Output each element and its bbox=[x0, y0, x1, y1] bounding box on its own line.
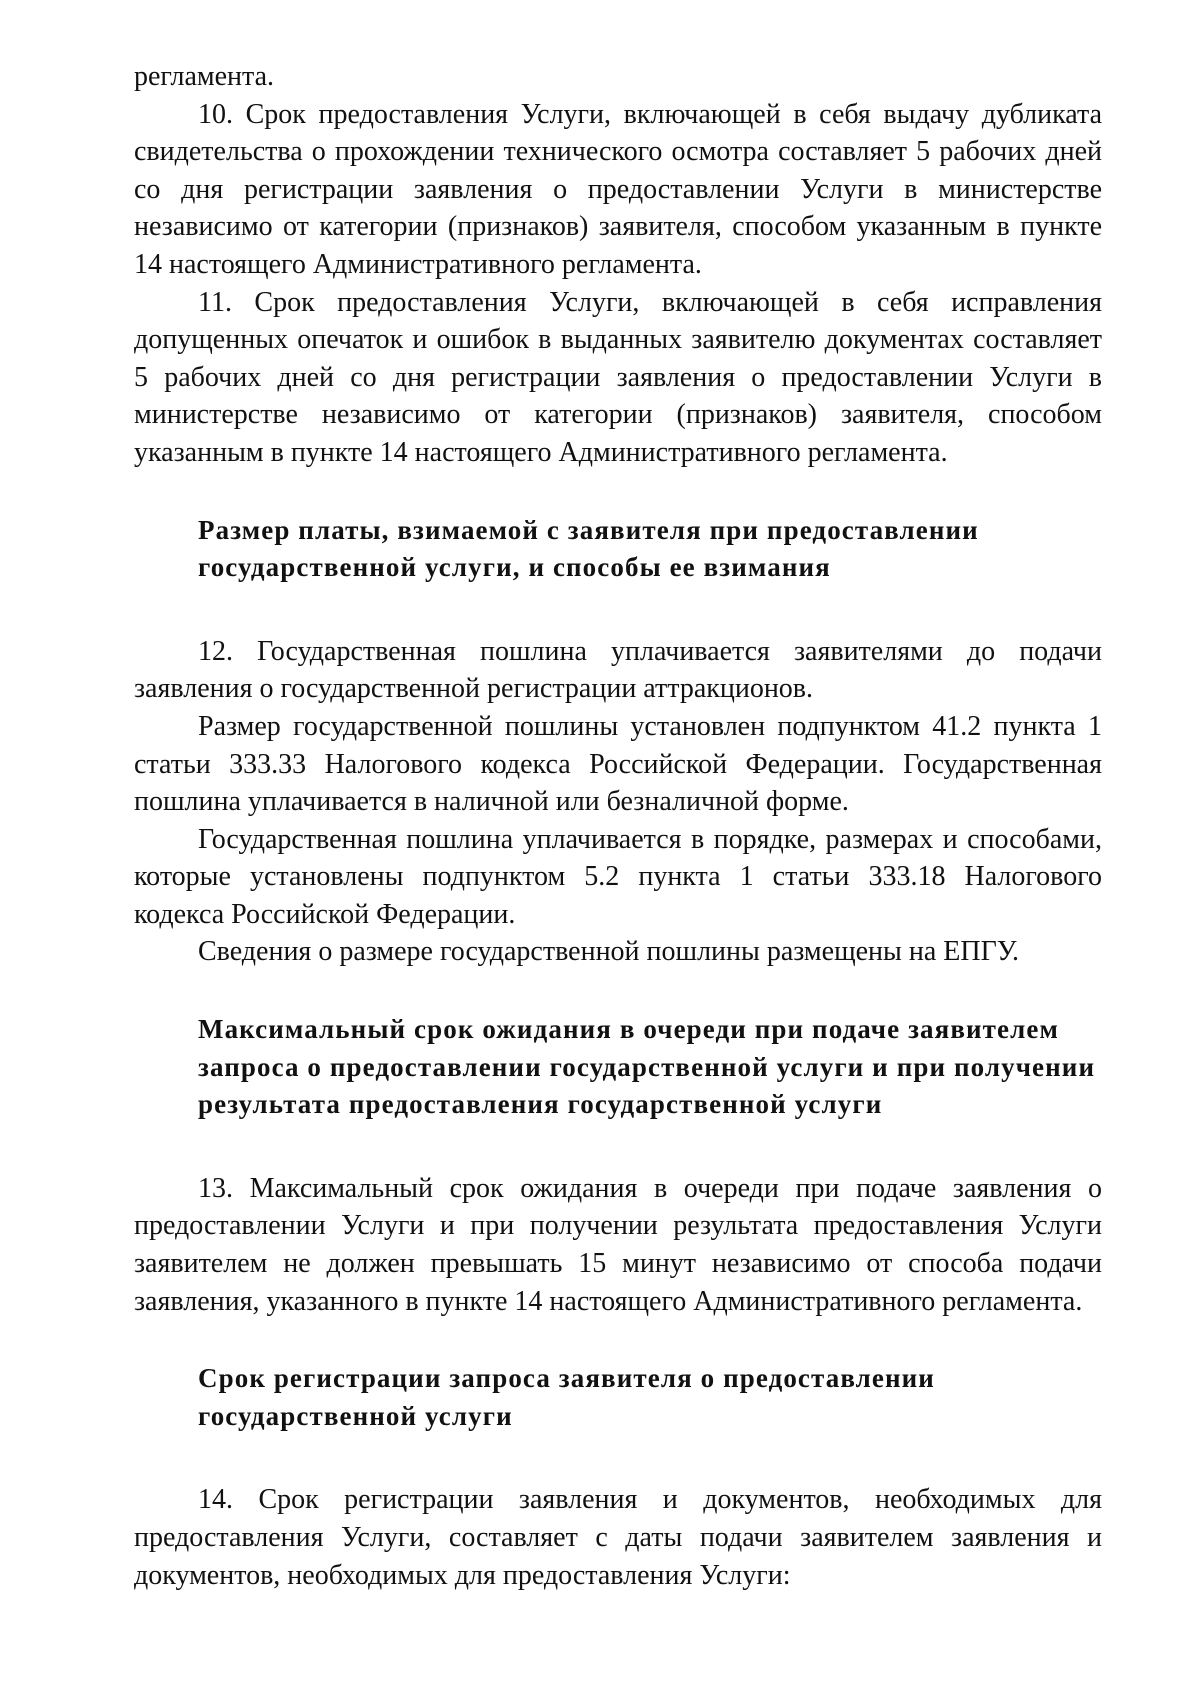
paragraph-12-fee-order: Государственная пошлина уплачивается в порядке, размерах и способами, которые установлены подпунктом 5.2 пункта 1 статьи 333.18 Налогового кодекса Российской Федерации. bbox=[134, 823, 1102, 930]
paragraph-12-fee-size: Размер государственной пошлины установлен подпунктом 41.2 пункта 1 статьи 333.33 Налогового кодекса Российской Федерации. Государственная пошлина уплачивается в наличной или безналичной форме. bbox=[134, 710, 1102, 818]
heading-line: Срок регистрации запроса заявителя о предоставлении bbox=[198, 1363, 935, 1394]
section-heading-registration-time bbox=[134, 1360, 1102, 1435]
heading-line: государственной услуги, и способы ее взимания bbox=[198, 552, 831, 583]
paragraph-12: 12. Государственная пошлина уплачивается заявителями до подачи заявления о государственной регистрации аттракционов. bbox=[134, 635, 1102, 705]
section-heading-waiting-time bbox=[134, 1011, 1102, 1124]
heading-line: государственной услуги bbox=[198, 1400, 513, 1431]
document-body bbox=[134, 58, 1102, 1594]
paragraph-14: 14. Срок регистрации заявления и документов, необходимых для предоставления Услуги, составляет с даты подачи заявителем заявления и документов, необходимых для предоставления Услуги: bbox=[134, 1484, 1102, 1591]
paragraph-10: 10. Срок предоставления Услуги, включающей в себя выдачу дубликата свидетельства о прохождении технического осмотра составляет 5 рабочих дней со дня регистрации заявления о предоставлении Услуги в министерстве независимо от категории (признаков) заявителя, способом указанным в пункте 14 настоящего Административного регламента. bbox=[134, 98, 1102, 280]
section-heading-fees bbox=[134, 512, 1102, 587]
heading-line: результата предоставления государственной услуги bbox=[198, 1089, 883, 1120]
paragraph-13: 13. Максимальный срок ожидания в очереди при подаче заявления о предоставлении Услуги и при получении результата предоставления Услуги заявителем не должен превышать 15 минут независимо от способа подачи заявления, указанного в пункте 14 настоящего Административного регламента. bbox=[134, 1172, 1102, 1317]
heading-line: Максимальный срок ожидания в очереди при подаче заявителем bbox=[198, 1014, 1059, 1045]
paragraph-11: 11. Срок предоставления Услуги, включающей в себя исправления допущенных опечаток и ошибок в выданных заявителю документах составляет 5 рабочих дней со дня регистрации заявления о предоставлении Услуги в министерстве независимо от категории (признаков) заявителя, способом указанным в пункте 14 настоящего Административного регламента. bbox=[134, 286, 1102, 468]
heading-line: Размер платы, взимаемой с заявителя при предоставлении bbox=[198, 514, 979, 545]
heading-line: запроса о предоставлении государственной услуги и при получении bbox=[198, 1051, 1096, 1082]
continuation-text: регламента. bbox=[134, 61, 275, 92]
paragraph-12-fee-info: Сведения о размере государственной пошлины размещены на ЕПГУ. bbox=[198, 936, 1020, 968]
